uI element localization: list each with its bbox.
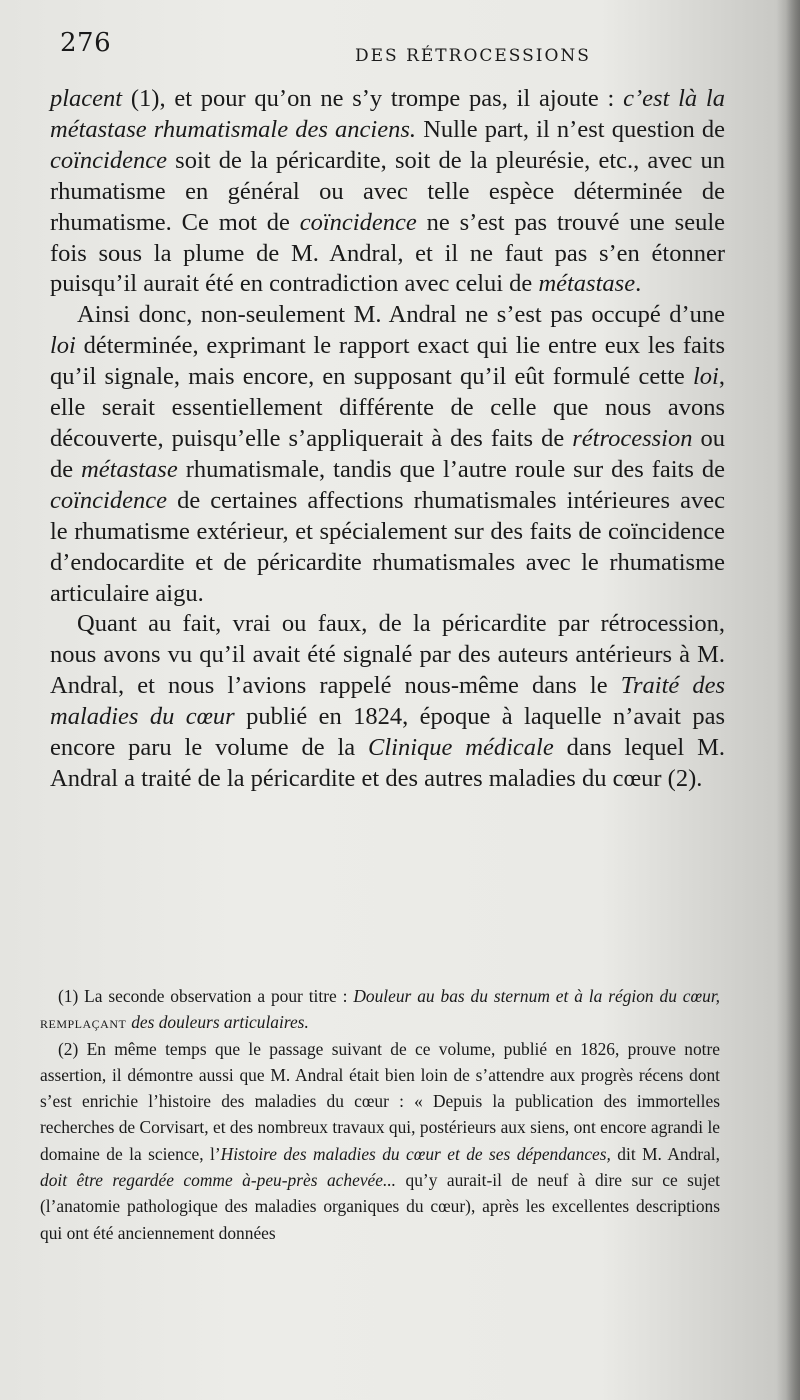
text-run: de certaines affections rhumatismales intérieures avec le rhumatisme extérieur, et spécialement sur des faits de coïncidence d’endocardite et de péricardite rhumatismales avec le rhumatisme articulaire aigu. — [50, 486, 725, 607]
paragraph-1 — [50, 84, 725, 300]
text-run: (1), et pour qu’on ne s’y trompe pas, il ajoute : — [122, 85, 624, 112]
text-run: dans lequel M. Andral a traité de la péricardite et des autres maladies du cœur (2). — [50, 734, 725, 792]
running-head: DES RÉTROCESSIONS — [355, 46, 591, 66]
page-edge-shadow — [786, 0, 800, 1400]
text-run: , elle serait essentiellement différente de celle que nous avons découverte, puisqu’elle s’appliquerait à des faits de — [50, 363, 725, 452]
italic-text: Clinique médicale — [368, 734, 554, 762]
main-text — [50, 84, 725, 795]
text-run: Quant au fait, vrai ou faux, de la péricardite par rétrocession, nous avons vu qu’il avait été signalé par des auteurs antérieurs à M. Andral, et nous l’avions rappelé nous-même dans le — [50, 610, 725, 700]
text-run: Nulle part, il n’est question de — [416, 115, 725, 143]
italic-text: des douleurs articulaires. — [131, 1012, 309, 1033]
italic-text: Histoire des maladies du cœur et de ses dépendances, — [220, 1143, 611, 1164]
italic-text: coïncidence — [299, 208, 417, 236]
italic-text: c’est là la métastase rhumatismale des anciens. — [50, 85, 725, 143]
italic-text: métastase — [538, 270, 636, 298]
small-caps-text: remplaçant — [40, 1012, 132, 1033]
text-run: soit de la péricardite, soit de la pleurésie, etc., avec un rhumatisme en général ou avec telle espèce déterminée de rhumatisme. Ce mot de — [50, 146, 725, 236]
footnotes — [40, 983, 720, 1246]
italic-text: placent — [50, 85, 123, 112]
italic-text: coïncidence — [50, 146, 167, 174]
italic-text: coïncidence — [50, 486, 167, 514]
italic-text: rétrocession — [572, 424, 693, 452]
page-number: 276 — [60, 28, 112, 58]
page-header — [60, 28, 720, 68]
footnote-2 — [40, 1036, 720, 1246]
paragraph-3 — [50, 609, 725, 794]
text-run: qu’y aurait-il de neuf à dire sur ce sujet (l’anatomie pathologique des maladies organiques du cœur), après les excellentes descriptions qui ont été anciennement données — [40, 1170, 721, 1243]
text-run: ou de — [50, 424, 726, 483]
italic-text: loi — [50, 332, 76, 360]
paragraph-2 — [50, 300, 725, 609]
italic-text: métastase — [81, 455, 178, 483]
text-run: déterminée, exprimant le rapport exact qui lie entre eux les faits qu’il signale, mais encore, en supposant qu’il eût formulé cette — [50, 332, 725, 391]
text-run: . — [635, 270, 642, 298]
text-run: Ainsi donc, non-seulement M. Andral ne s’est pas occupé d’une — [77, 301, 725, 329]
text-run: (2) En même temps que le passage suivant de ce volume, publié en 1826, prouve notre assertion, il démontre aussi que M. Andral était bien loin de s’attendre aux progrès récens dont s’est enrichie l’histoire des maladies du cœur : « Depuis la publication des immortelles recherches de Corvisart, et des nombreux travaux qui, postérieurs aux siens, ont encore agrandi le domaine de la science, l’ — [40, 1038, 720, 1164]
italic-text: Douleur au bas du sternum et à la région du cœur, — [353, 986, 721, 1006]
text-run: publié en 1824, époque à laquelle n’avait pas encore paru le volume de la — [50, 703, 725, 762]
italic-text: doit être regardée comme à-peu-près achevée... — [40, 1170, 397, 1191]
italic-text: Traité des maladies du cœur — [50, 672, 725, 731]
text-run: dit M. Andral, — [610, 1143, 720, 1164]
text-run: (1) La seconde observation a pour titre : — [58, 986, 354, 1006]
footnote-1 — [40, 983, 720, 1036]
text-run: rhumatismale, tandis que l’autre roule sur des faits de — [177, 455, 725, 483]
text-run: ne s’est pas trouvé une seule fois sous la plume de M. Andral, et il ne faut pas s’en étonner puisqu’il aurait été en contradiction avec celui de — [50, 208, 725, 298]
italic-text: loi — [693, 363, 719, 391]
